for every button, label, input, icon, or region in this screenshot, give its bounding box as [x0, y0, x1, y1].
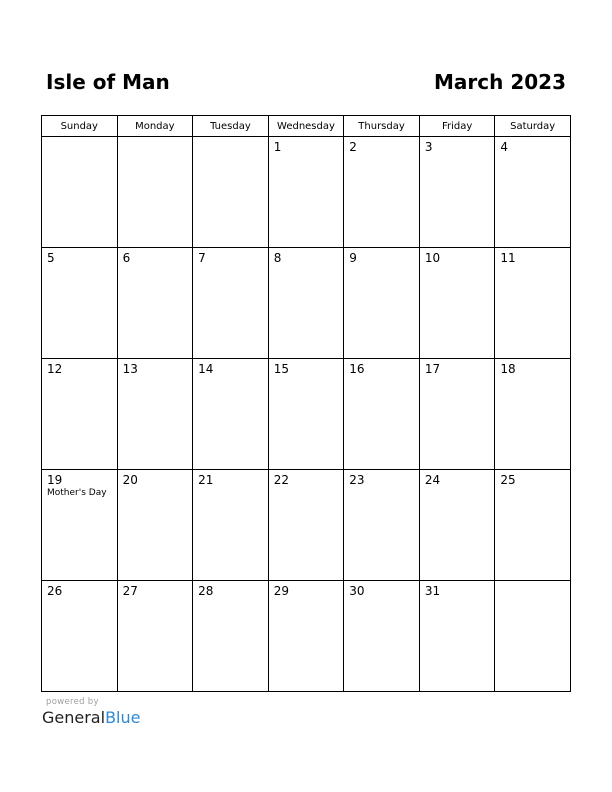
- day-cell: [495, 470, 571, 581]
- day-number: 16: [349, 362, 365, 376]
- day-cell: [117, 248, 193, 359]
- day-number: 30: [349, 584, 365, 598]
- weekday-saturday: Saturday: [495, 116, 571, 137]
- day-cell: [193, 137, 269, 248]
- day-number: 28: [198, 584, 214, 598]
- day-number: 11: [500, 251, 516, 265]
- day-cell: [42, 581, 118, 692]
- day-number: 6: [122, 251, 131, 265]
- day-cell: [268, 581, 344, 692]
- day-cell: [344, 359, 420, 470]
- weekday-tuesday: Tuesday: [193, 116, 269, 137]
- week-row: [42, 581, 571, 692]
- day-cell: [495, 248, 571, 359]
- day-number: 23: [349, 473, 365, 487]
- day-number: 3: [424, 140, 433, 154]
- day-number: 24: [424, 473, 441, 487]
- day-cell: [419, 470, 495, 581]
- day-cell: [268, 470, 344, 581]
- day-cell: [419, 137, 495, 248]
- month-year-title: March 2023: [434, 70, 566, 94]
- calendar-grid: [41, 115, 571, 692]
- weekday-friday: Friday: [419, 116, 495, 137]
- generalblue-logo[interactable]: [42, 708, 140, 727]
- day-cell: [193, 248, 269, 359]
- weekday-monday: Monday: [117, 116, 193, 137]
- day-number: 10: [424, 251, 441, 265]
- day-cell: [117, 470, 193, 581]
- day-cell: [193, 470, 269, 581]
- day-cell: [42, 248, 118, 359]
- week-row: [42, 359, 571, 470]
- day-number: 7: [198, 251, 206, 265]
- day-cell: [193, 359, 269, 470]
- day-cell: [193, 581, 269, 692]
- day-number: 12: [47, 362, 63, 376]
- day-cell: [117, 359, 193, 470]
- day-number: 29: [273, 584, 289, 598]
- day-cell: [344, 581, 420, 692]
- day-number: 31: [424, 584, 441, 598]
- day-cell: [419, 248, 495, 359]
- day-cell: [268, 248, 344, 359]
- day-cell: [42, 359, 118, 470]
- day-number: 9: [349, 251, 357, 265]
- day-cell: [42, 470, 118, 581]
- day-cell: [495, 137, 571, 248]
- day-number: 14: [198, 362, 214, 376]
- day-number: 25: [500, 473, 516, 487]
- day-cell: [344, 470, 420, 581]
- day-cell: [344, 137, 420, 248]
- day-number: 5: [47, 251, 55, 265]
- brand-general-text: General: [42, 708, 106, 727]
- day-number: 2: [349, 140, 357, 154]
- day-number: 19: [47, 473, 63, 487]
- day-number: 27: [122, 584, 138, 598]
- powered-by-label: powered by: [46, 697, 99, 707]
- week-row: [42, 248, 571, 359]
- country-title: Isle of Man: [46, 70, 170, 94]
- week-row: [42, 470, 571, 581]
- day-number: 22: [273, 473, 289, 487]
- day-cell: [344, 248, 420, 359]
- day-number: 21: [198, 473, 214, 487]
- day-cell: [419, 581, 495, 692]
- day-number: 15: [273, 362, 289, 376]
- weekday-thursday: Thursday: [344, 116, 420, 137]
- day-number: 8: [273, 251, 282, 265]
- day-number: 4: [500, 140, 509, 154]
- brand-blue-text: Blue: [105, 708, 141, 727]
- day-cell: [495, 581, 571, 692]
- day-number: 26: [47, 584, 63, 598]
- day-cell: [268, 359, 344, 470]
- holiday-label: Mother's Day: [47, 488, 107, 498]
- day-cell: [117, 137, 193, 248]
- weekday-wednesday: Wednesday: [268, 116, 344, 137]
- day-cell: [42, 137, 118, 248]
- week-row: [42, 137, 571, 248]
- day-number: 17: [424, 362, 441, 376]
- day-number: 20: [122, 473, 138, 487]
- day-cell: [419, 359, 495, 470]
- day-number: 13: [122, 362, 138, 376]
- weekday-sunday: Sunday: [42, 116, 118, 137]
- day-cell: [117, 581, 193, 692]
- day-number: 18: [500, 362, 516, 376]
- day-cell: [268, 137, 344, 248]
- day-number: 1: [273, 140, 282, 154]
- weekday-header-row: [42, 116, 571, 137]
- day-cell: [495, 359, 571, 470]
